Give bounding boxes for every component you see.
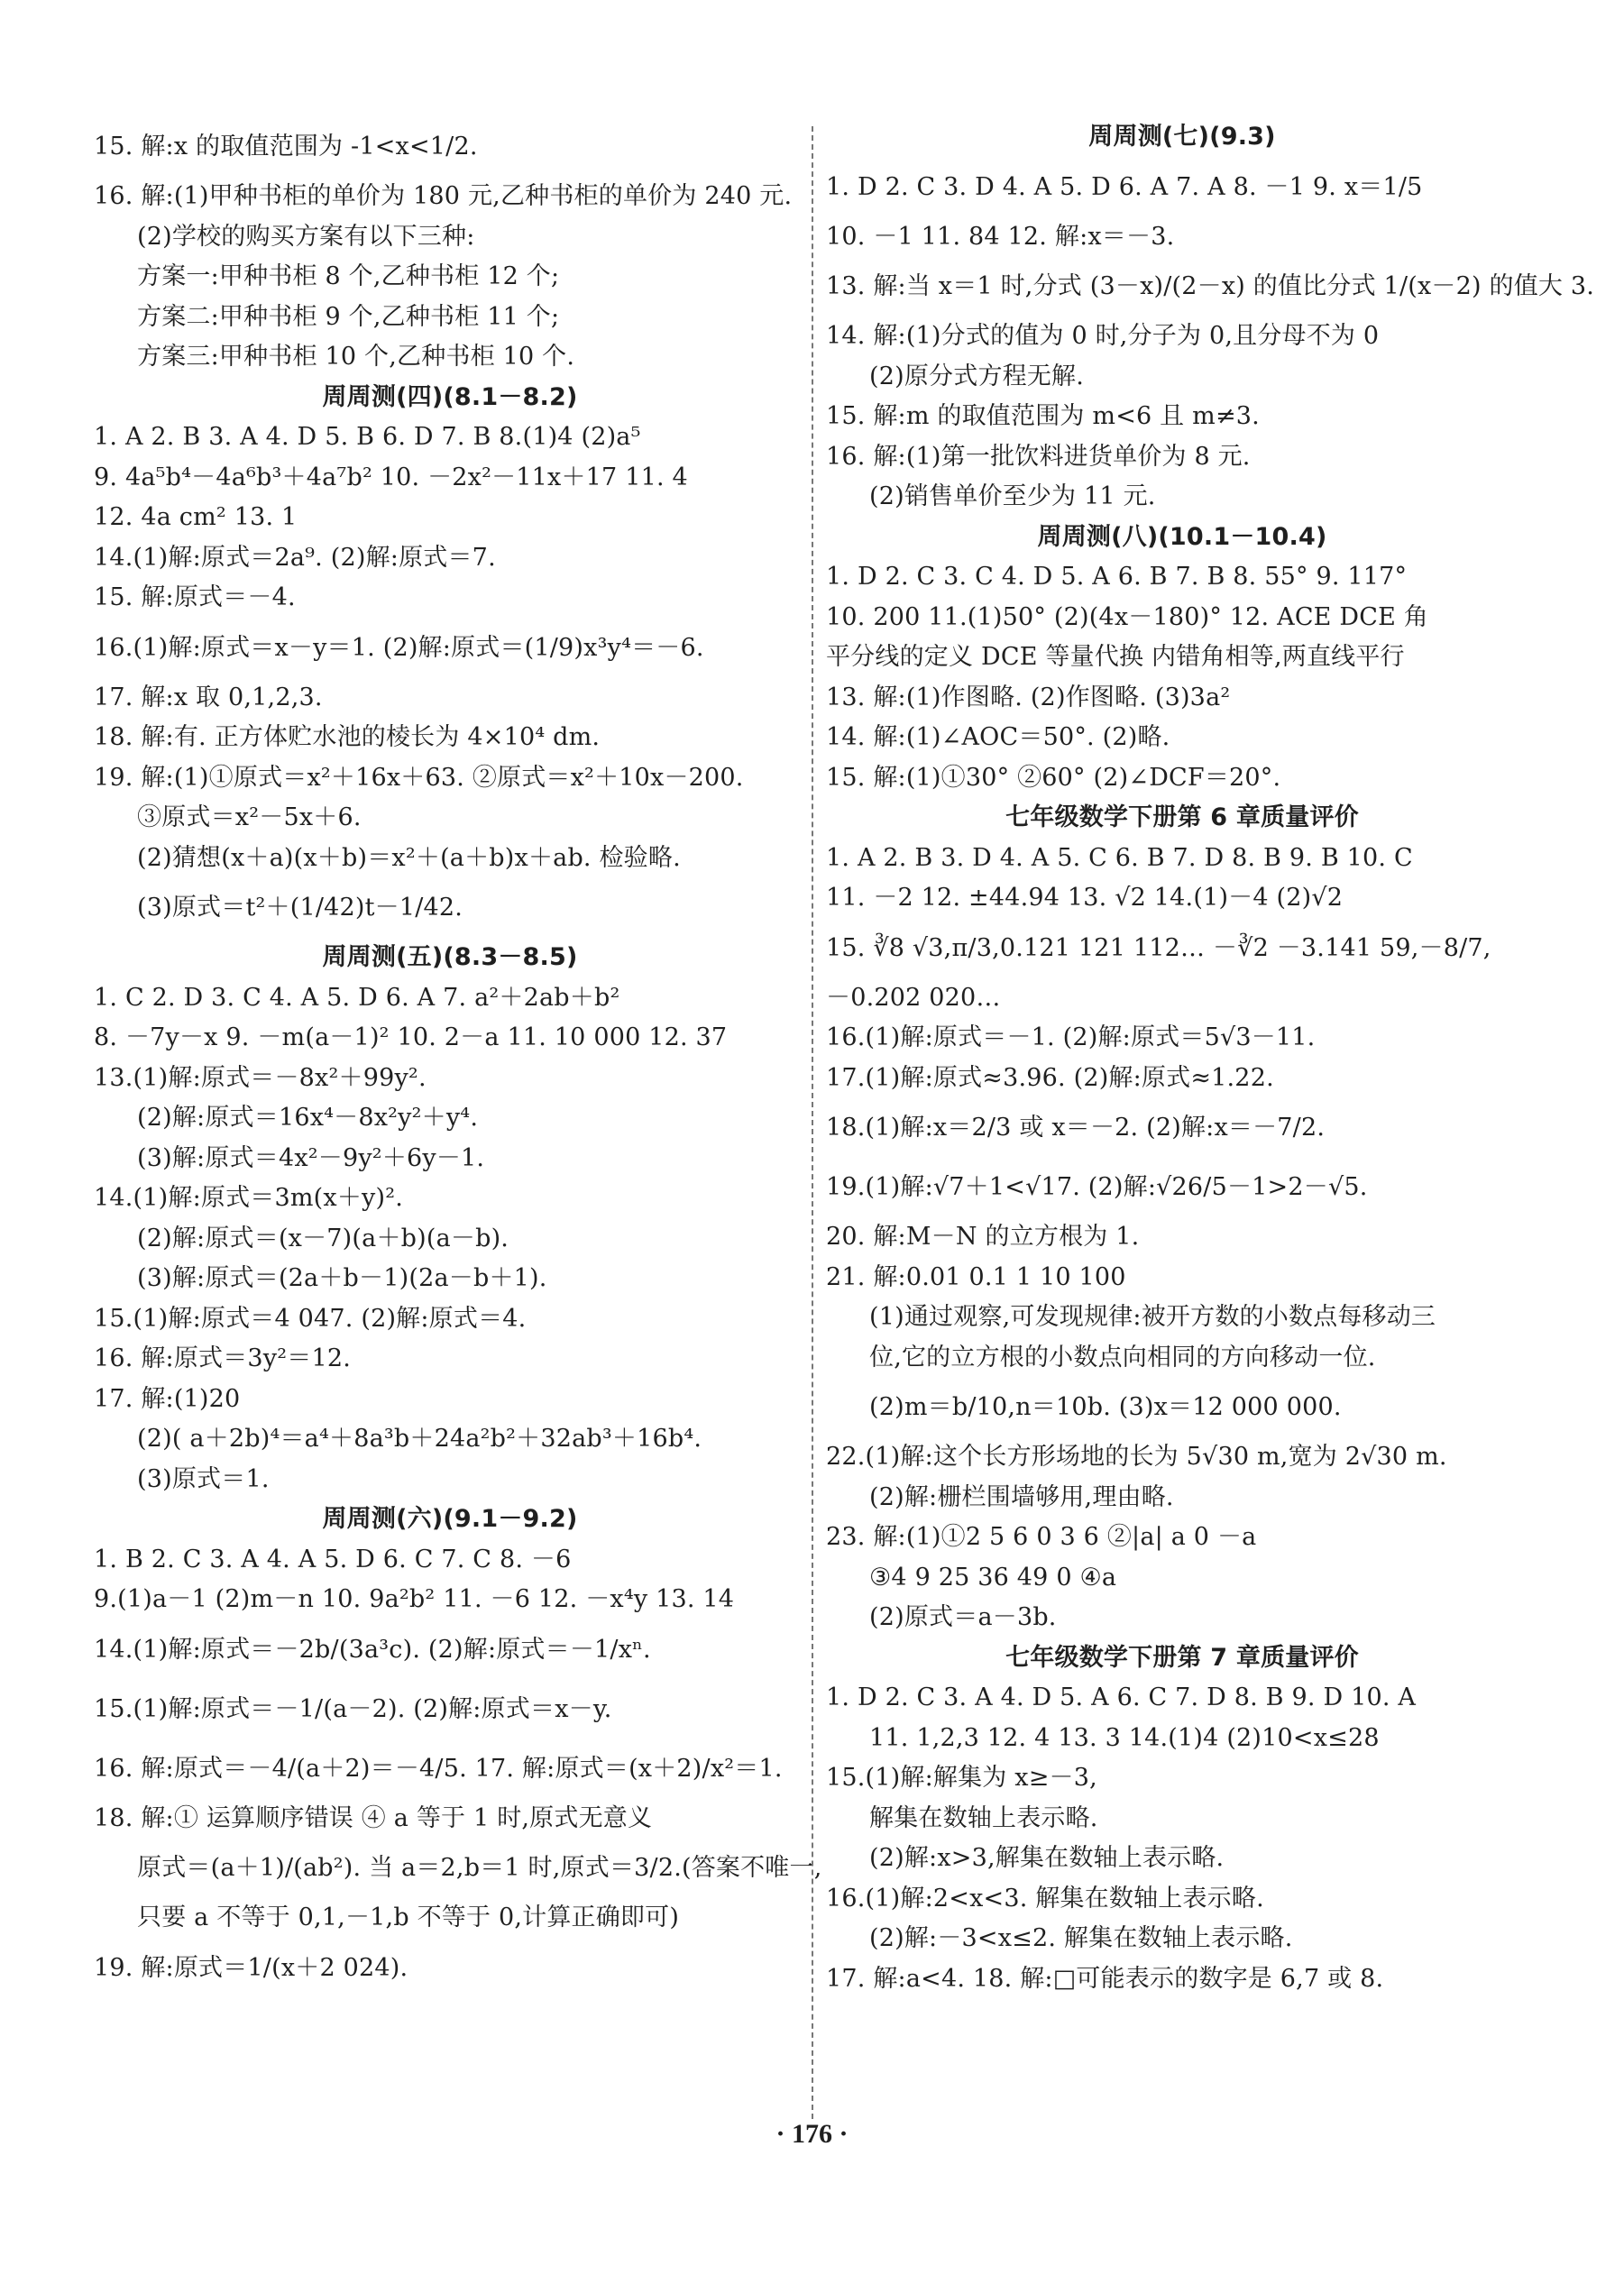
answer-line: 1. D 2. C 3. D 4. A 5. D 6. A 7. A 8. －1 9. x＝1/5: [826, 172, 1423, 201]
section-heading: 七年级数学下册第 6 章质量评价: [1005, 803, 1359, 831]
section-heading: 周周测(七)(9.3): [1088, 123, 1276, 151]
answer-line: (2)解:原式＝16x⁴－8x²y²＋y⁴.: [137, 1104, 479, 1132]
answer-line: 19. 解:原式＝1/(x＋2 024).: [94, 1953, 408, 1982]
answer-line: 12. 4a cm² 13. 1: [94, 503, 298, 531]
section-heading: 七年级数学下册第 7 章质量评价: [1005, 1643, 1359, 1672]
column-divider: [812, 126, 813, 2119]
answer-line: 18.(1)解:x＝2/3 或 x＝－2. (2)解:x＝－7/2.: [826, 1114, 1326, 1142]
answer-line: 17. 解:(1)20: [94, 1384, 241, 1413]
right-answer-column: [826, 117, 1595, 1999]
answer-line: 1. D 2. C 3. A 4. D 5. A 6. C 7. D 8. B 9. D 10. A: [826, 1683, 1417, 1711]
answer-line: 9.(1)a－1 (2)m－n 10. 9a²b² 11. －6 12. －x⁴y 13. 14: [94, 1585, 735, 1613]
answer-line: 13. 解:(1)作图略. (2)作图略. (3)3a²: [826, 683, 1231, 711]
answer-line: (1)通过观察,可发现规律:被开方数的小数点每移动三: [869, 1303, 1436, 1331]
answer-line: (2)销售单价至少为 11 元.: [869, 482, 1156, 510]
answer-line: 17. 解:x 取 0,1,2,3.: [94, 683, 323, 711]
answer-line: 11. －2 12. ±44.94 13. √2 14.(1)－4 (2)√2: [826, 884, 1344, 912]
answer-line: 21. 解:0.01 0.1 1 10 100: [826, 1262, 1126, 1291]
answer-line: 方案二:甲种书柜 9 个,乙种书柜 11 个;: [137, 302, 560, 331]
answer-line: 1. D 2. C 3. C 4. D 5. A 6. B 7. B 8. 55° 9. 117°: [826, 563, 1408, 591]
answer-line: (2)解:栅栏围墙够用,理由略.: [869, 1482, 1174, 1511]
answer-line: 13.(1)解:原式＝－8x²＋99y².: [94, 1063, 427, 1092]
answer-line: 方案三:甲种书柜 10 个,乙种书柜 10 个.: [137, 343, 575, 371]
answer-line: 1. C 2. D 3. C 4. A 5. D 6. A 7. a²＋2ab＋b²: [94, 983, 620, 1012]
answer-line: 20. 解:M－N 的立方根为 1.: [826, 1223, 1140, 1251]
answer-line: 1. A 2. B 3. A 4. D 5. B 6. D 7. B 8.(1)4 (2)a⁵: [94, 423, 641, 451]
answer-line: 10. 200 11.(1)50° (2)(4x－180)° 12. ACE DCE 角: [826, 602, 1428, 631]
answer-line: 14. 解:(1)∠AOC＝50°. (2)略.: [826, 723, 1170, 751]
answer-line: 16. 解:原式＝3y²＝12.: [94, 1344, 352, 1372]
answer-line: 14.(1)解:原式＝2a⁹. (2)解:原式＝7.: [94, 543, 496, 572]
answer-line: 15.(1)解:原式＝4 047. (2)解:原式＝4.: [94, 1304, 527, 1333]
answer-line: (2)学校的购买方案有以下三种:: [137, 222, 475, 251]
answer-line: 11. 1,2,3 12. 4 13. 3 14.(1)4 (2)10<x≤28: [869, 1723, 1380, 1752]
answer-line: (2)原分式方程无解.: [869, 362, 1085, 390]
answer-line: (2)原式＝a－3b.: [869, 1603, 1057, 1631]
answer-line: 16. 解:原式＝－4/(a＋2)＝－4/5. 17. 解:原式＝(x＋2)/x²＝1.: [94, 1754, 783, 1783]
answer-line: 15.(1)解:解集为 x≥－3,: [826, 1764, 1097, 1792]
answer-line: 14.(1)解:原式＝－2b/(3a³c). (2)解:原式＝－1/xⁿ.: [94, 1635, 651, 1664]
answer-line: ③原式＝x²－5x＋6.: [137, 803, 362, 831]
answer-line: 15. ∛8 √3,π/3,0.121 121 112… －∛2 －3.141 59,－8/7,: [826, 933, 1491, 962]
answer-line: 15. 解:原式＝－4.: [94, 583, 296, 611]
answer-line: (2)m＝b/10,n＝10b. (3)x＝12 000 000.: [869, 1393, 1342, 1421]
section-heading: 周周测(四)(8.1－8.2): [322, 382, 578, 411]
answer-line: 13. 解:当 x＝1 时,分式 (3－x)/(2－x) 的值比分式 1/(x－2) 的值大 3.: [826, 272, 1595, 300]
answer-line: 8. －7y－x 9. －m(a－1)² 10. 2－a 11. 10 000 12. 37: [94, 1023, 728, 1051]
answer-line: 14. 解:(1)分式的值为 0 时,分子为 0,且分母不为 0: [826, 322, 1380, 350]
answer-line: (2)猜想(x＋a)(x＋b)＝x²＋(a＋b)x＋ab. 检验略.: [137, 843, 681, 872]
answer-line: 18. 解:有. 正方体贮水池的棱长为 4×10⁴ dm.: [94, 723, 601, 751]
answer-line: (2)解:x>3,解集在数轴上表示略.: [869, 1844, 1225, 1872]
answer-line: 14.(1)解:原式＝3m(x＋y)².: [94, 1184, 404, 1212]
answer-line: 原式＝(a＋1)/(ab²). 当 a＝2,b＝1 时,原式＝3/2.(答案不唯一,: [137, 1854, 822, 1882]
section-heading: 周周测(八)(10.1－10.4): [1037, 522, 1327, 551]
answer-line: 只要 a 不等于 0,1,－1,b 不等于 0,计算正确即可): [137, 1903, 680, 1931]
answer-line: 23. 解:(1)①2 5 6 0 3 6 ②|a| a 0 －a: [826, 1523, 1257, 1551]
answer-line: 19. 解:(1)①原式＝x²＋16x＋63. ②原式＝x²＋10x－200.: [94, 763, 744, 792]
answer-line: 15.(1)解:原式＝－1/(a－2). (2)解:原式＝x－y.: [94, 1694, 612, 1723]
answer-line: 18. 解:① 运算顺序错误 ④ a 等于 1 时,原式无意义: [94, 1803, 653, 1832]
answer-line: 15. 解:x 的取值范围为 -1<x<1/2.: [94, 133, 478, 161]
section-heading: 周周测(五)(8.3－8.5): [322, 943, 578, 971]
answer-line: 16.(1)解:原式＝x－y＝1. (2)解:原式＝(1/9)x³y⁴＝－6.: [94, 633, 704, 662]
answer-line: －0.202 020…: [826, 983, 1001, 1012]
answer-line: (2)( a＋2b)⁴＝a⁴＋8a³b＋24a²b²＋32ab³＋16b⁴.: [137, 1425, 702, 1453]
answer-line: 17.(1)解:原式≈3.96. (2)解:原式≈1.22.: [826, 1063, 1274, 1092]
answer-line: 方案一:甲种书柜 8 个,乙种书柜 12 个;: [137, 262, 560, 290]
answer-line: 19.(1)解:√7＋1<√17. (2)解:√26/5－1>2－√5.: [826, 1173, 1368, 1201]
answer-line: 1. A 2. B 3. D 4. A 5. C 6. B 7. D 8. B 9. B 10. C: [826, 843, 1413, 872]
section-heading: 周周测(六)(9.1－9.2): [322, 1505, 578, 1533]
answer-line: (2)解:－3<x≤2. 解集在数轴上表示略.: [869, 1924, 1293, 1952]
answer-line: 10. －1 11. 84 12. 解:x＝－3.: [826, 222, 1175, 251]
answer-line: 15. 解:(1)①30° ②60° (2)∠DCF＝20°.: [826, 763, 1281, 792]
answer-line: 16. 解:(1)第一批饮料进货单价为 8 元.: [826, 442, 1251, 471]
page-number: · 176 ·: [775, 2119, 849, 2149]
answer-line: 17. 解:a<4. 18. 解:□可能表示的数字是 6,7 或 8.: [826, 1964, 1384, 1993]
answer-line: 平分线的定义 DCE 等量代换 内错角相等,两直线平行: [826, 643, 1405, 671]
left-answer-column: [94, 117, 822, 1998]
answer-line: 22.(1)解:这个长方形场地的长为 5√30 m,宽为 2√30 m.: [826, 1443, 1447, 1471]
answer-line: (3)原式＝t²＋(1/42)t－1/42.: [137, 894, 463, 922]
answer-line: 16. 解:(1)甲种书柜的单价为 180 元,乙种书柜的单价为 240 元.: [94, 182, 793, 210]
answer-line: (3)解:原式＝(2a＋b－1)(2a－b＋1).: [137, 1264, 547, 1292]
answer-line: 位,它的立方根的小数点向相同的方向移动一位.: [869, 1343, 1376, 1371]
answer-line: 16.(1)解:原式＝－1. (2)解:原式＝5√3－11.: [826, 1023, 1316, 1051]
answer-line: 解集在数轴上表示略.: [869, 1803, 1098, 1832]
answer-line: ③4 9 25 36 49 0 ④a: [869, 1563, 1117, 1592]
answer-line: 1. B 2. C 3. A 4. A 5. D 6. C 7. C 8. －6: [94, 1545, 572, 1573]
answer-line: (3)原式＝1.: [137, 1464, 270, 1493]
answer-line: 9. 4a⁵b⁴－4a⁶b³＋4a⁷b² 10. －2x²－11x＋17 11. 4: [94, 463, 688, 491]
answer-line: 15. 解:m 的取值范围为 m<6 且 m≠3.: [826, 402, 1260, 430]
answer-line: (2)解:原式＝(x－7)(a＋b)(a－b).: [137, 1224, 509, 1252]
answer-line: (3)解:原式＝4x²－9y²＋6y－1.: [137, 1143, 485, 1172]
answer-line: 16.(1)解:2<x<3. 解集在数轴上表示略.: [826, 1884, 1264, 1913]
